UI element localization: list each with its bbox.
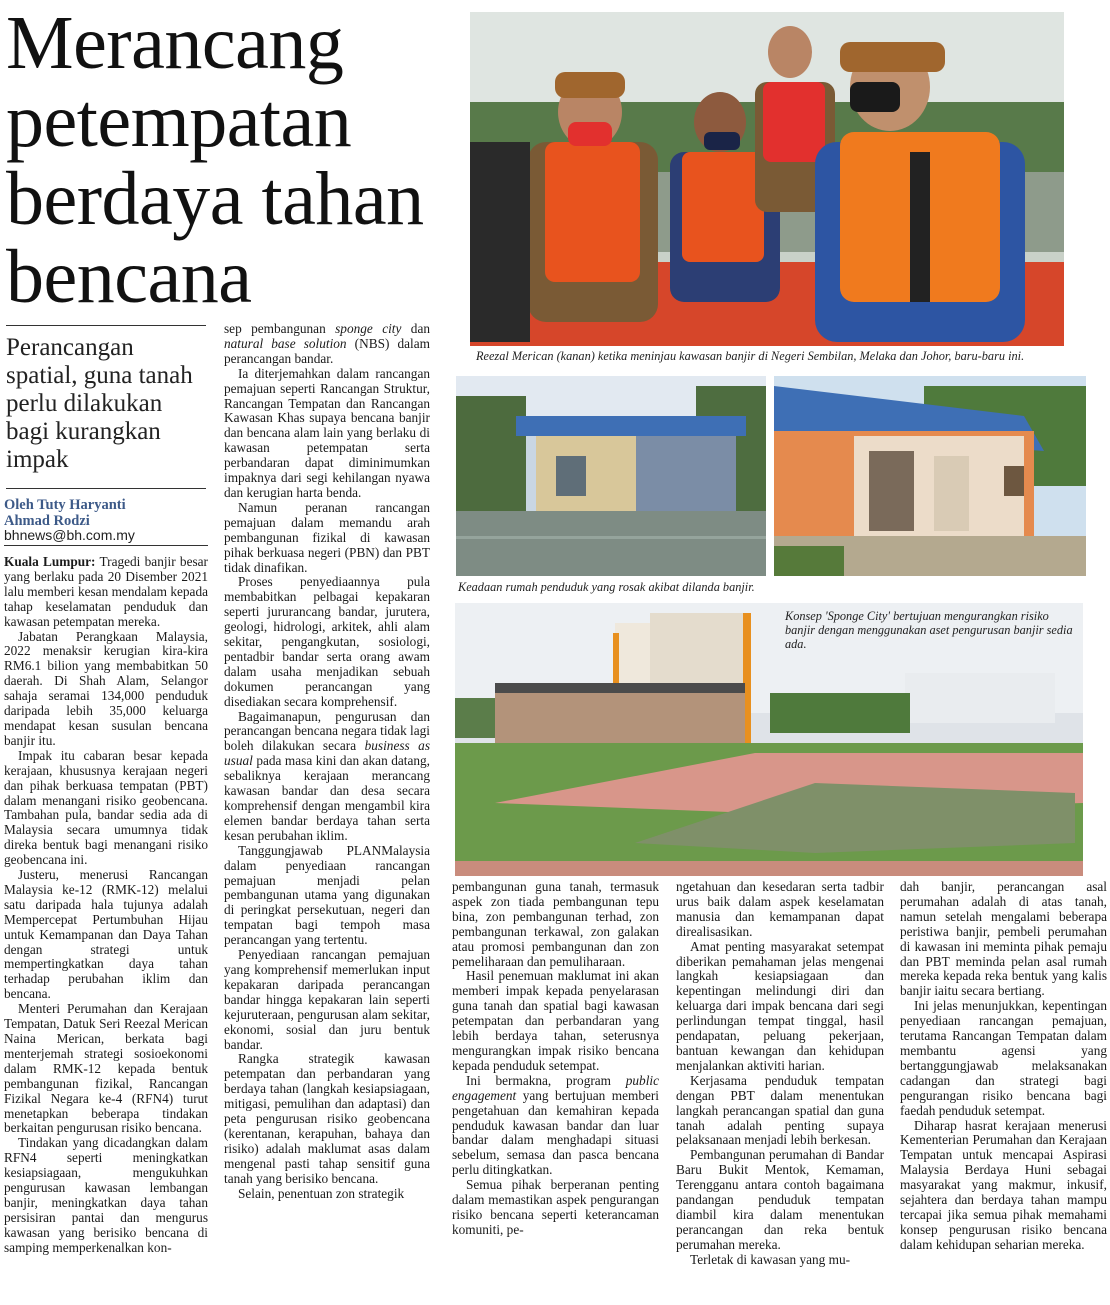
- paragraph-text: dan: [401, 322, 430, 336]
- article-column-1: [4, 555, 208, 1303]
- paragraph-text: yang bertujuan memberi pengetahuan dan kemahiran kepada penduduk kawasan bandar dan luar bandar dalam menghadapi situasi sebelum, semasa dan pasca bencana perlu ditingkatkan.: [452, 1087, 659, 1178]
- paragraph: Tindakan yang dicadangkan dalam RFN4 seperti meningkatkan kesiapsiagaan, mengukuhkan pengurusan kawasan lembangan banjir, meningkatkan daya tahan persisiran pantai dan mengurus kawasan yang berisiko bencana di samping memperkenalkan kon-: [4, 1135, 208, 1255]
- paragraph: Impak itu cabaran besar kepada kerajaan, khususnya kerajaan negeri dan pihak berkuasa tempatan (PBT) dalam menangani risiko geobencana. Tambahan pula, bandar sedia ada di Malaysia secara umumnya tidak direka bentuk bagi menangani risiko geobencana ini.: [4, 747, 208, 868]
- deck: Perancangan spatial, guna tanah perlu dilakukan bagi kurangkan impak: [6, 334, 193, 473]
- paragraph: Diharap hasrat kerajaan menerusi Kementerian Perumahan dan Kerajaan Tempatan untuk mencapai Aspirasi Malaysia Berdaya Huni sebagai masyarakat yang makmur, inkusif, sejahtera dan berdaya tahan mampu tercapai jika semua pihak memahami konsep pengurusan risiko bencana dalam kehidupan seharian mereka.: [900, 1117, 1107, 1252]
- paragraph-text: pada masa kini dan akan datang, sebaliknya kerajaan merancang kawasan bandar dan desa secara komprehensif dengan mengambil kira elemen bandar berdaya tahan serta kesan perubahan iklim.: [224, 753, 430, 843]
- emphasis: business as usual: [224, 738, 430, 769]
- paragraph: Penyediaan rancangan pemajuan yang komprehensif memerlukan input kepakaran daripada perancangan bandar hingga kepakaran lain seperti kejuruteraan, pengurusan alam sekitar, ekonomi, sosial dan juru bentuk bandar.: [224, 947, 430, 1052]
- paragraph: Terletak di kawasan yang mu-: [690, 1251, 851, 1267]
- paragraph-text: (NBS) dalam perancangan bandar.: [224, 335, 430, 366]
- paragraph: Ini jelas menunjukkan, kepentingan penyediaan rancangan pemajuan, terutama Rancangan Tempatan dalam membantu agensi yang bertanggungjawab melaksanakan cadangan dan strategi bagi pengurangan risiko bencana bagi faedah penduduk setempat.: [900, 998, 1107, 1118]
- caption-photo-2: Keadaan rumah penduduk yang rosak akibat dilanda banjir.: [458, 580, 755, 594]
- caption-photo-1: Reezal Merican (kanan) ketika meninjau kawasan banjir di Negeri Sembilan, Melaka dan Johor, baru-baru ini.: [476, 349, 1025, 363]
- article-column-4: [676, 880, 884, 1303]
- paragraph: Namun peranan rancangan pemajuan dalam memandu arah pembangunan fizikal di kawasan pihak berkuasa negeri (PBN) dan PBT tidak dinafikan.: [224, 499, 430, 575]
- paragraph: [452, 1074, 659, 1178]
- paragraph: pembangunan guna tanah, termasuk aspek zon tiada pembangunan tepu bina, zon pembangunan terhad, zon pembangunan terkawal, zon galakan atau promosi pembangunan dan zon pemeliharaan dan pemuliharaan.: [452, 880, 659, 969]
- paragraph: Selain, penentuan zon strategik: [238, 1185, 405, 1201]
- paragraph: Hasil penemuan maklumat ini akan memberi impak kepada penyelarasan guna tanah dan spatial bagi kawasan petempatan dan perbandaran yang lebih berdaya tahan, seterusnya mengurangkan impak risiko bencana kepada penduduk setempat.: [452, 968, 659, 1073]
- paragraph: Semua pihak berperanan penting dalam memastikan aspek pengurangan risiko bencana seperti keterancaman komuniti, pe-: [452, 1177, 659, 1237]
- paragraph-text: Ini bermakna, program: [466, 1072, 626, 1088]
- photo-damaged-house: [774, 376, 1086, 576]
- paragraph-text: Tragedi banjir besar yang berlaku pada 20 Disember 2021 lalu memberi kesan mendalam kepada tahap keselamatan penduduk dan kawasan petempatan mereka.: [4, 555, 208, 629]
- paragraph: [4, 555, 208, 630]
- paragraph: Jabatan Perangkaan Malaysia, 2022 menaksir kerugian kira-kira RM6.1 bilion yang membabitkan 50 daerah. Di Shah Alam, Selangor sahaja seramai 134,000 penduduk daripada lebih 35,000 keluarga mendapat kesan susulan bencana banjir itu.: [4, 628, 208, 748]
- article-column-5: [900, 880, 1107, 1303]
- byline-rule: [4, 545, 208, 546]
- caption-photo-4: Konsep 'Sponge City' bertujuan mengurangkan risiko banjir dengan menggunakan aset pengurusan banjir sedia ada.: [785, 609, 1073, 651]
- paragraph: Ia diterjemahkan dalam rancangan pemajuan seperti Rancangan Struktur, Rancangan Tempatan dan Rancangan Kawasan Khas supaya bencana banjir dan bencana alam lain yang berlaku di kawasan petempatan serta perbandaran dapat diminimumkan impaknya dari segi kehilangan nyawa dan kerugian harta benda.: [224, 365, 430, 500]
- paragraph: Justeru, menerusi Rancangan Malaysia ke-12 (RMK-12) melalui satu daripada hala tujunya adalah Mempercepat Pertumbuhan Hijau untuk Kemampanan dan Daya Tahan dengan strategi untuk mempertingkatkan daya tahan terhadap perubahan iklim dan bencana.: [4, 867, 208, 1002]
- deck-top-rule: [6, 325, 206, 326]
- paragraph-text: sep pembangunan: [224, 322, 336, 336]
- paragraph: Amat penting masyarakat setempat diberikan pemahaman jelas mengenai langkah kesiapsiagaan dan kepentingan melindungi diri dan keluarga dari impak bencana dari segi perlindungan tempat tinggal, hasil pendapatan, peluang pekerjaan, bantuan kewangan dan kehidupan menjalankan aktiviti harian.: [676, 938, 884, 1073]
- photo-flooded-house: [456, 376, 766, 576]
- deck-bottom-rule: [6, 488, 206, 489]
- paragraph: ngetahuan dan kesedaran serta tadbir urus baik dalam aspek keselamatan manusia dan kemampanan dapat direalisasikan.: [676, 880, 884, 939]
- paragraph: Rangka strategik kawasan petempatan dan perbandaran yang berdaya tahan (langkah kesiapsiagaan, mitigasi, pemulihan dan adaptasi) dan peta pengurusan risiko geobencana (kerentanan, kerapuhan, bahaya dan risiko) adalah maklumat asas dalam mengenal pasti tahap sensitif guna tanah yang berisiko bencana.: [224, 1051, 430, 1186]
- byline: [4, 497, 209, 529]
- byline-author-1: Oleh Tuty Haryanti: [4, 497, 126, 513]
- emphasis: public engagement: [452, 1072, 659, 1103]
- paragraph: Kerjasama penduduk tempatan dengan PBT dalam menentukan langkah perancangan spatial dan guna tanah adalah penting supaya pelaksanaan menjadi lebih berkesan.: [676, 1072, 884, 1148]
- paragraph: [224, 710, 430, 844]
- paragraph-text: Bagaimanapun, pengurusan dan perancangan bencana negara tidak lagi boleh dilakukan secara: [224, 708, 430, 754]
- photo-officials-boat: [470, 12, 1064, 346]
- emphasis: natural base solution: [224, 335, 347, 351]
- paragraph: Pembangunan perumahan di Bandar Baru Bukit Mentok, Kemaman, Terengganu antara contoh bagaimana pandangan penduduk tempatan diambil kira dalam menentukan perancangan dan reka bentuk perumahan mereka.: [676, 1147, 884, 1252]
- paragraph: [224, 322, 430, 367]
- paragraph: dah banjir, perancangan asal perumahan adalah di atas tanah, namun setelah mengalami beberapa peristiwa banjir, pembeli perumahan di kawasan ini meminta pihak pemaju dan PBT meminda pelan asal rumah mereka kepada reka bentuk yang kalis banjir iaitu secara bertiang.: [900, 880, 1107, 999]
- headline: Merancang petempatan berdaya tahan bencana: [6, 1, 424, 319]
- article-column-3: [452, 880, 659, 1303]
- paragraph: Tanggungjawab PLANMalaysia dalam penyediaan rancangan pemajuan menjadi pelan pembangunan utama yang digunakan di peringkat persekutuan, negeri dan tempatan bagi tempoh masa perancangan yang tertentu.: [224, 842, 430, 948]
- paragraph: Menteri Perumahan dan Kerajaan Tempatan, Datuk Seri Reezal Merican Naina Merican, berkata bagi menterjemah strategi sosioekonomi dalam RMK-12 kepada bentuk pembangunan fizikal, Rancangan Fizikal Negara ke-4 (RFN4) turut menetapkan beberapa tindakan berkaitan pengurusan risiko bencana.: [4, 1001, 208, 1136]
- paragraph: Proses penyediaannya pula membabitkan pelbagai kepakaran seperti jururancang bandar, jurutera, geologi, hidrologi, arkitek, ahli alam sekitar, pengangkutan, sosiologi, pentadbir bandar serta orang awam dalam usaha menjadikan sebuah dokumen perancangan yang disediakan secara komprehensif.: [224, 574, 430, 709]
- emphasis: sponge city: [335, 322, 402, 336]
- byline-author-2: Ahmad Rodzi: [4, 513, 90, 529]
- byline-email[interactable]: bhnews@bh.com.my: [4, 527, 135, 543]
- dateline: Kuala Lumpur:: [4, 555, 96, 569]
- article-column-2: [224, 322, 430, 1303]
